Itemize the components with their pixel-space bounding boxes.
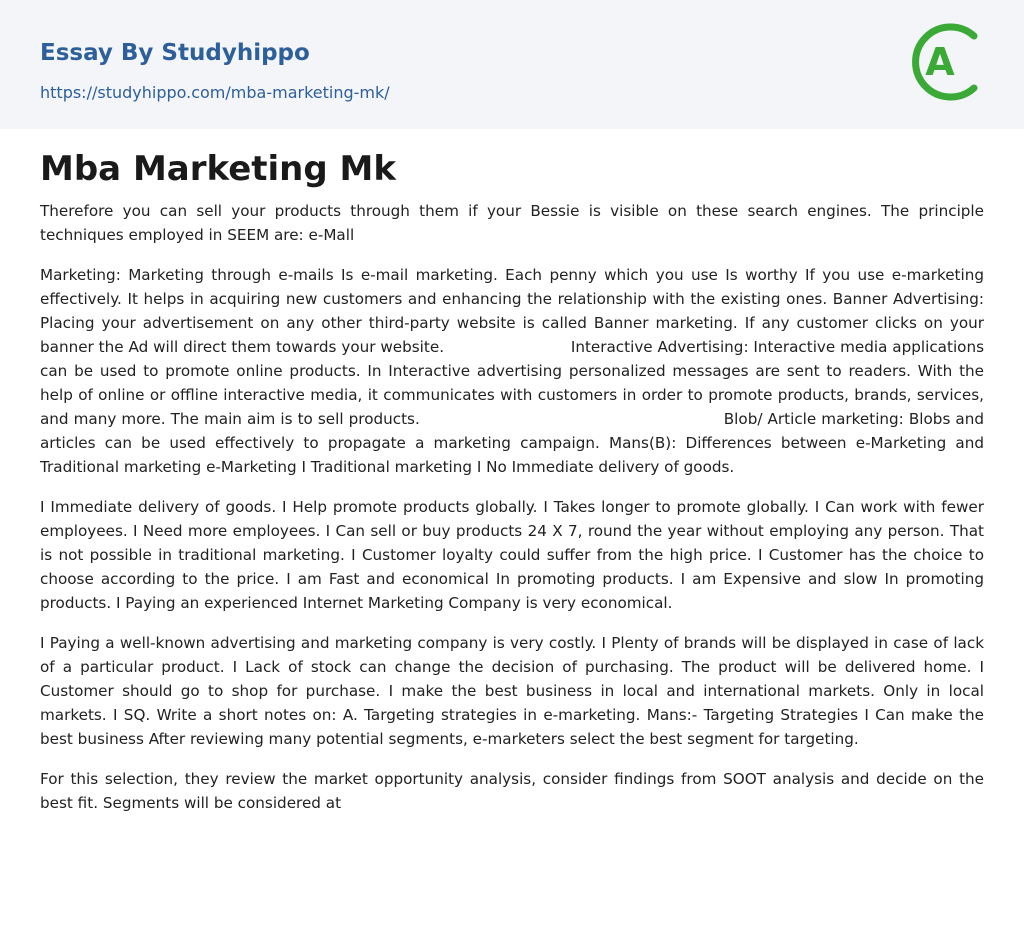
page-url-link[interactable]: https://studyhippo.com/mba-marketing-mk/ — [40, 83, 390, 102]
site-brand[interactable]: Essay By Studyhippo — [40, 40, 310, 66]
logo-letter: A — [925, 40, 955, 84]
paragraph-2: Marketing: Marketing through e-mails Is e-mail marketing. Each penny which you use Is worthy If you use e-marketing effectively. It helps in acquiring new customers and enhancing the relationship with the existing ones. Banner Advertising: Placing your advertisement on any other third-party website is called Banner marketing. If any customer clicks on your banner the Ad will direct them towards your website. Interactive Advertising: Interactive media applications can be used to promote online products. In Interactive advertising personalized messages are sent to readers. With the help of online or offline interactive media, it communicates with customers in order to promote products, brands, services, and many more. The main aim is to sell products. Blob/ Article marketing: Blobs and articles can be used effectively to propagate a marketing campaign. Mans(B): Differences between e-Marketing and Traditional marketing e-Marketing I Traditional marketing I No Immediate delivery of goods. — [40, 266, 989, 476]
article — [0, 129, 1024, 815]
paragraph-3: I Immediate delivery of goods. I Help promote products globally. I Takes longer to promote globally. I Can work with fewer employees. I Need more employees. I Can sell or buy products 24 X 7, round the year without employing any person. That is not possible in traditional marketing. I Customer loyalty could suffer from the high price. I Customer has the choice to choose according to the price. I am Fast and economical In promoting products. I am Expensive and slow In promoting products. I Paying an experienced Internet Marketing Company is very economical. — [40, 498, 984, 612]
studyhippo-logo-icon[interactable] — [912, 20, 986, 104]
paragraph-1: Therefore you can sell your products through them if your Bessie is visible on these search engines. The principle techniques employed in SEEM are: e-Mall — [40, 202, 984, 244]
page-title: Mba Marketing Mk — [40, 149, 396, 189]
paragraph-4: I Paying a well-known advertising and marketing company is very costly. I Plenty of brands will be displayed in case of lack of a particular product. I Lack of stock can change the decision of purchasing. The product will be delivered home. I Customer should go to shop for purchase. I make the best business in local and international markets. Only in local markets. I SQ. Write a short notes on: A. Targeting strategies in e-marketing. Mans:- Targeting Strategies I Can make the best business After reviewing many potential segments, e-marketers select the best segment for targeting. — [40, 634, 984, 748]
paragraph-5: For this selection, they review the market opportunity analysis, consider findings from SOOT analysis and decide on the best fit. Segments will be considered at — [40, 770, 984, 812]
site-header — [0, 0, 1024, 129]
